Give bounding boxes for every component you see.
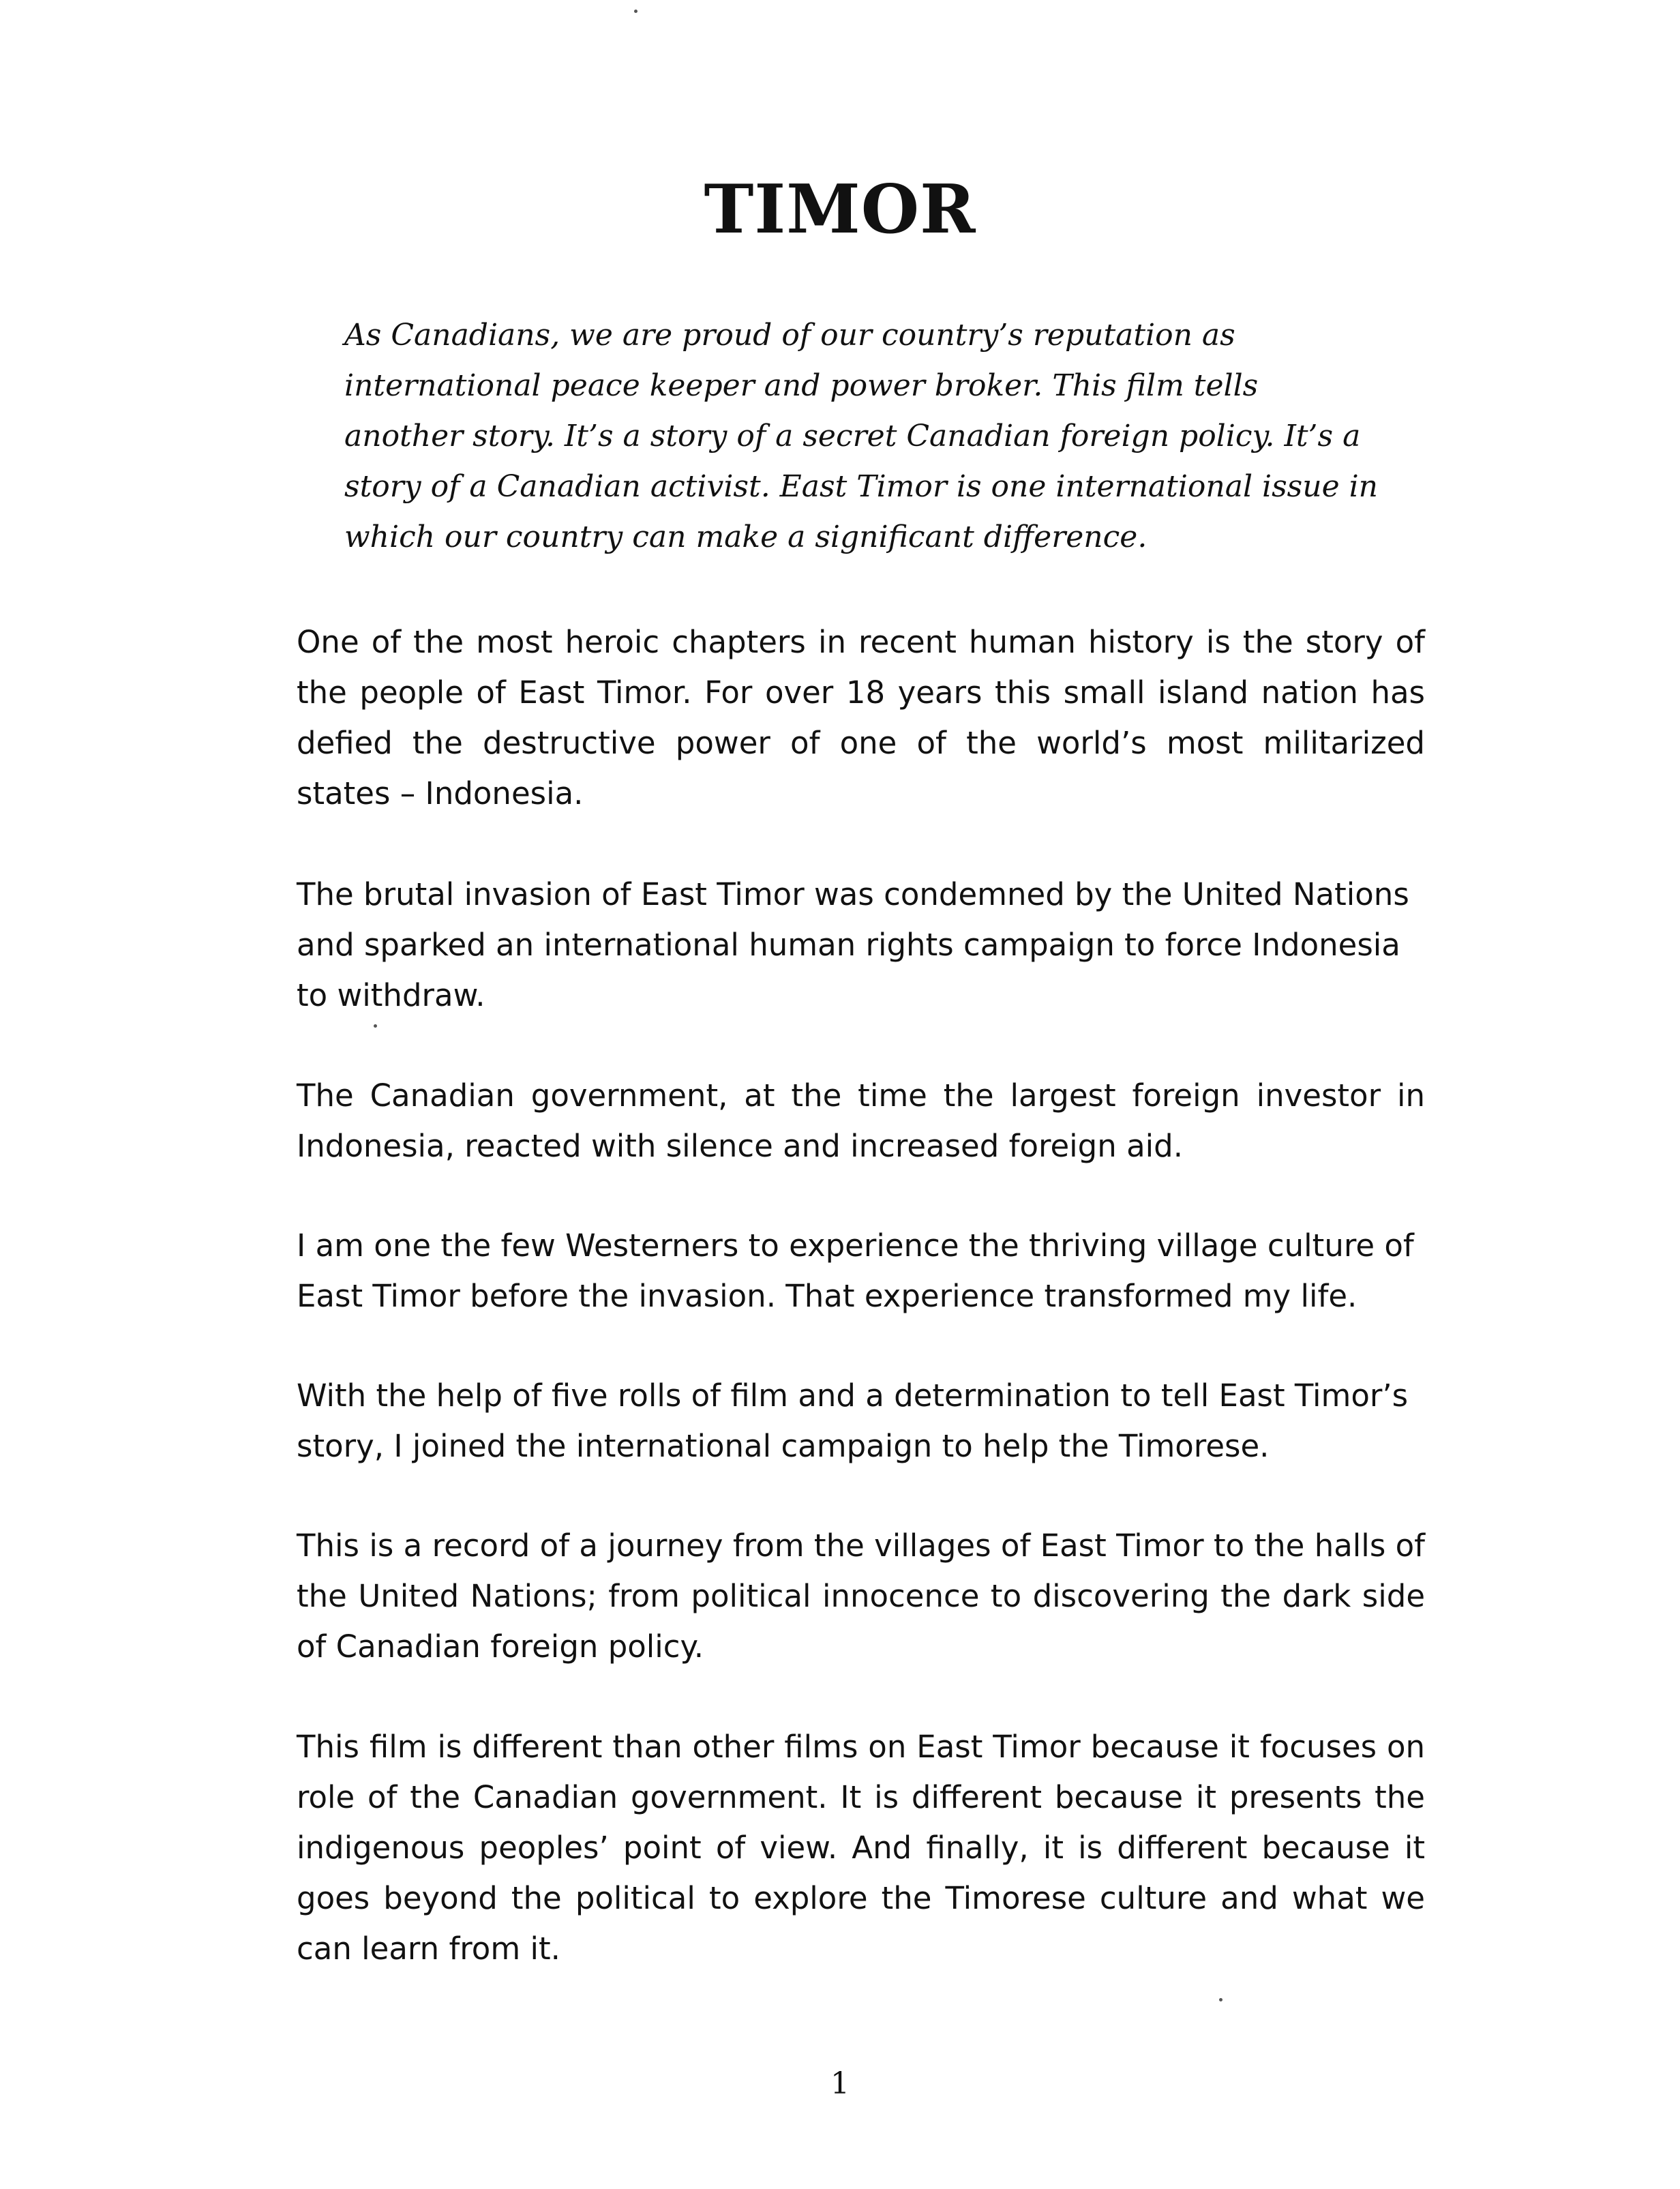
document-title: TIMOR (704, 170, 976, 249)
body-paragraph-6: This is a record of a journey from the villages of East Timor to the halls of the United Nations; from political innocence to discovering the dark side of Canadian foreign policy. (297, 1528, 1425, 1665)
scan-speck (374, 1024, 377, 1028)
body-paragraph-7: This film is different than other films on East Timor because it focuses on role of the Canadian government. It is different because it presents the indigenous peoples’ point of view. And finally, it is different because it goes beyond the political to explore the Timorese culture and what we can learn from it. (297, 1729, 1425, 1967)
body-paragraph-2: The brutal invasion of East Timor was condemned by the United Nations and sparked an international human rights campaign to force Indonesia to withdraw. (297, 876, 1409, 1013)
body-paragraph-4: I am one the few Westerners to experience the thriving village culture of East Timor before the invasion. That experience transformed my life. (297, 1227, 1414, 1314)
intro-italic-paragraph: As Canadians, we are proud of our country’s reputation as international peace keeper and power broker. This film tells another story. It’s a story of a secret Canadian foreign policy. It’s a story of a Canadian activist. East Timor is one international issue in which our country can make a significant difference. (344, 318, 1379, 554)
scan-speck (1219, 1998, 1222, 2001)
body-paragraph-3: The Canadian government, at the time the largest foreign investor in Indonesia, reacted with silence and increased foreign aid. (297, 1077, 1425, 1164)
page-number: 1 (830, 2066, 850, 2101)
body-paragraph-1: One of the most heroic chapters in recent human history is the story of the people of East Timor. For over 18 years this small island nation has defied the destructive power of one of the world’s most militarized states – Indonesia. (297, 624, 1425, 811)
body-paragraph-5: With the help of five rolls of film and a determination to tell East Timor’s story, I joined the international campaign to help the Timorese. (297, 1378, 1409, 1464)
scan-speck (634, 10, 638, 13)
